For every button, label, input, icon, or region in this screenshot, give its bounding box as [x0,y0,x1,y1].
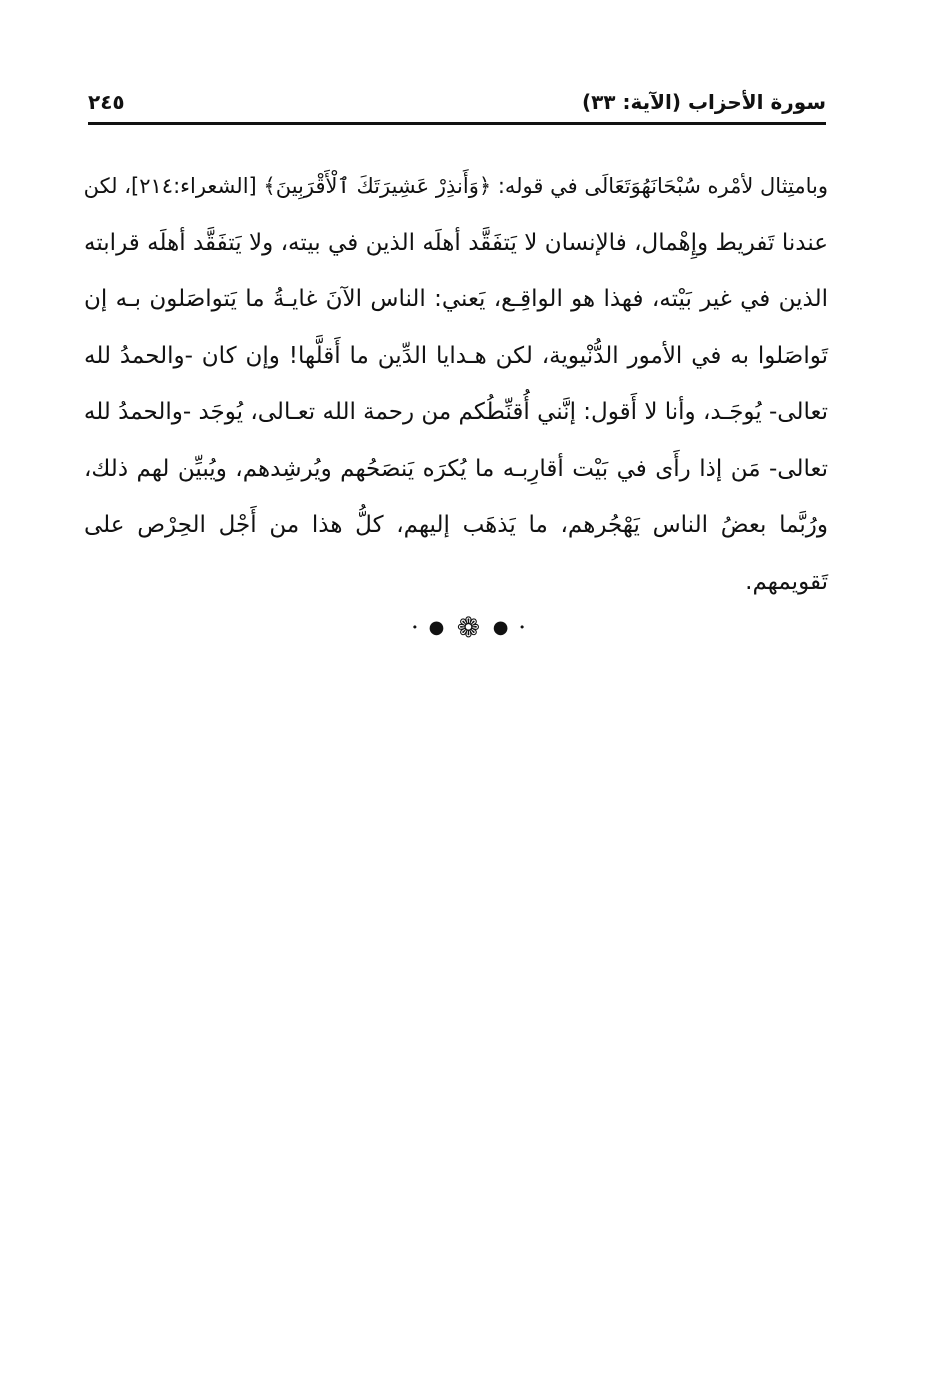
body-line: عندنا تَفريط وإِهْمال، فالإنسان لا يَتفَقَّد أهلَه الذين في بيته، ولا يَتفَقَّد أهلَه قرابته [84,229,828,256]
dot-icon: ● [428,617,448,638]
body-line: تعالى- مَن إذا رأَى في بَيْت أقارِبـه ما يُكرَه يَنصَحُهم ويُرشِدهم، ويُبيِّن لهم ذلك، [84,455,828,482]
surah-title: سورة الأحزاب (الآية: ٣٣) [581,90,826,114]
section-end-ornament [0,610,940,646]
body-text [84,158,828,610]
page-header [88,86,826,122]
flower-ornament-icon: ❁ [456,611,484,644]
header-rule [88,122,826,125]
dot-icon: • [411,621,422,634]
dot-icon: ● [492,617,512,638]
body-line: تَقويمهم. [745,568,828,595]
body-line: تَواصَلوا به في الأمور الدُّنْيوية، لكن هـدايا الدِّين ما أَقلَّها! وإن كان -والحمدُ لله [84,342,828,369]
dot-icon: • [518,621,529,634]
body-line: تعالى- يُوجَـد، وأنا لا أَقول: إنَّني أُقنِّطُكم من رحمة الله تعـالى، يُوجَد -والحمدُ لله [83,399,828,425]
body-line: ورُبَّما بعضُ الناس يَهْجُرهم، ما يَذهَب إليهم، كلُّ هذا من أَجْل الحِرْص على [84,512,828,538]
body-line: الذين في غير بَيْته، فهذا هو الواقِـع، يَعني: الناس الآنَ غايـةُ ما يَتواصَلون بـه إن [84,286,828,312]
body-line: وبامتِثال لأمْره سُبْحَانَهُوَتَعَالَى في قوله: ﴿وَأَنذِرْ عَشِيرَتَكَ ٱلْأَقْرَبِينَ﴾ [الشعراء:٢١٤]، لكن [83,174,828,198]
page-number: ٢٤٥ [88,90,125,114]
